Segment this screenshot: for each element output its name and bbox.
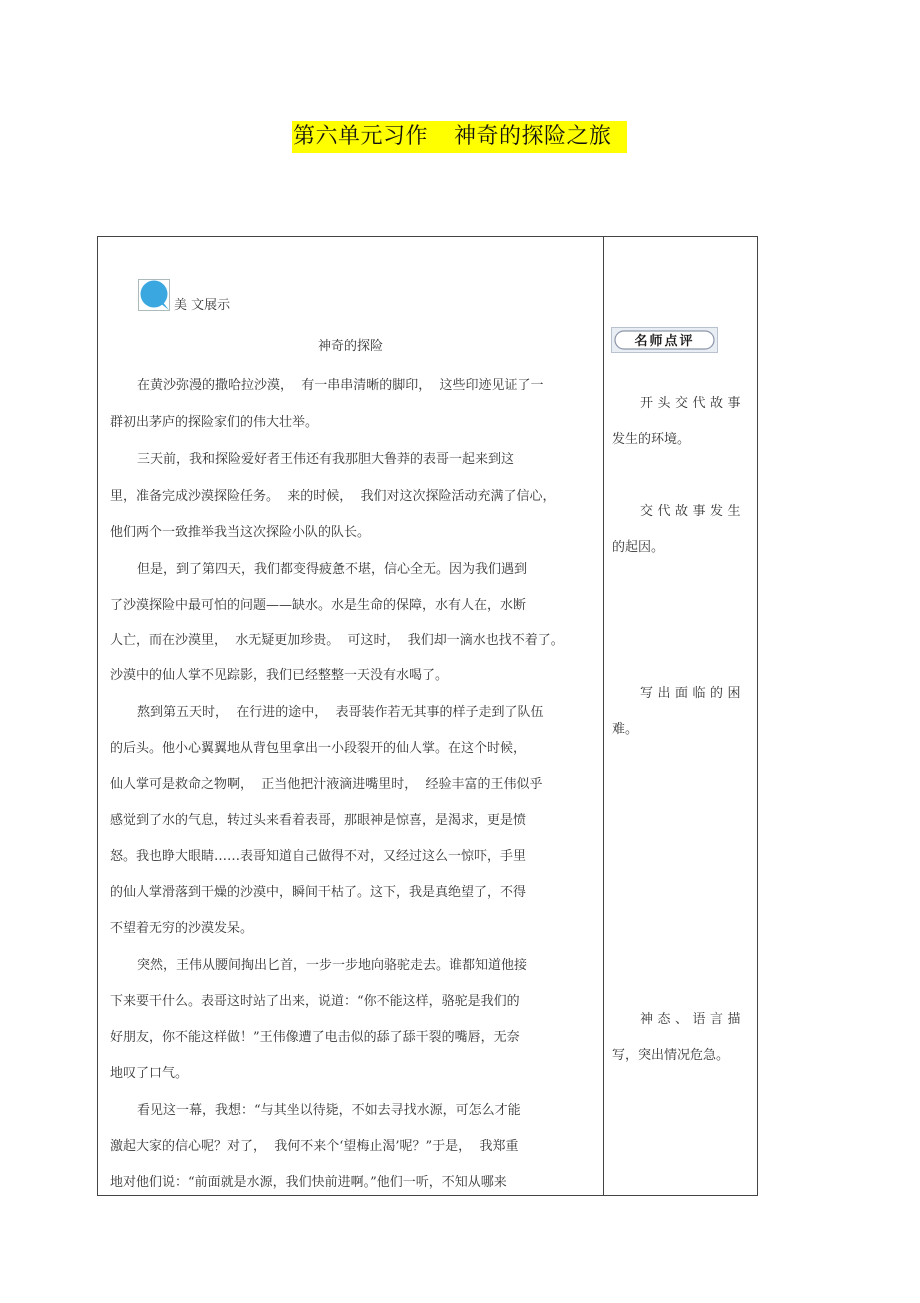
comment-line-2: 发生的环境。 bbox=[612, 432, 691, 447]
title-part-1: 第六单元习作 bbox=[293, 124, 429, 149]
teacher-comment-badge bbox=[611, 327, 718, 353]
essay-line: 仙人掌可是救命之物啊， 正当他把汁液滴进嘴里时， 经验丰富的王伟似乎 bbox=[110, 777, 543, 792]
essay-line: 地对他们说：“前面就是水源，我们快前进啊。”他们一听，不知从哪来 bbox=[110, 1175, 507, 1190]
essay-line: 地叹了口气。 bbox=[110, 1066, 189, 1081]
essay-line: 三天前，我和探险爱好者王伟还有我那胆大鲁莽的表哥一起来到这 bbox=[137, 452, 515, 467]
essay-line: 在黄沙弥漫的撒哈拉沙漠， 有一串串清晰的脚印， 这些印迹见证了一 bbox=[137, 378, 544, 393]
essay-line: 沙漠中的仙人掌不见踪影，我们已经整整一天没有水喝了。 bbox=[110, 668, 449, 683]
essay-line: 怒。我也睁大眼睛……表哥知道自己做得不对，又经过这么一惊吓，手里 bbox=[110, 849, 527, 864]
essay-line: 的仙人掌滑落到干燥的沙漠中，瞬间干枯了。这下，我是真绝望了，不得 bbox=[110, 885, 527, 900]
essay-table bbox=[97, 236, 758, 1196]
comment-line-2: 难。 bbox=[612, 722, 639, 737]
essay-line: 人亡，而在沙漠里， 水无疑更加珍贵。 可这时， 我们却一滴水也找不着了。 bbox=[110, 633, 564, 648]
comment-line-2: 写，突出情况危急。 bbox=[612, 1048, 730, 1063]
comment-line-1: 开头交代故事 bbox=[640, 396, 746, 411]
essay-line: 但是，到了第四天，我们都变得疲惫不堪，信心全无。因为我们遇到 bbox=[137, 562, 528, 577]
comment-line-1: 神态、语言描 bbox=[640, 1012, 746, 1027]
page-title bbox=[292, 121, 627, 153]
essay-line: 下来要干什么。表哥这时站了出来，说道：“你不能这样，骆驼是我们的 bbox=[110, 994, 520, 1009]
essay-line: 好朋友，你不能这样做！”王伟像遭了电击似的舔了舔干裂的嘴唇，无奈 bbox=[110, 1030, 520, 1045]
essay-line: 他们两个一致推举我当这次探险小队的队长。 bbox=[110, 525, 371, 540]
teacher-comment bbox=[612, 503, 750, 557]
essay-line: 不望着无穷的沙漠发呆。 bbox=[110, 921, 254, 936]
column-divider bbox=[603, 237, 604, 1195]
title-part-2: 神奇的探险之旅 bbox=[454, 124, 612, 149]
svg-text:名师点评: 名师点评 bbox=[634, 334, 695, 349]
section-label: 美 文展示 bbox=[174, 298, 231, 313]
essay-line: 里，准备完成沙漠探险任务。 来的时候， 我们对这次探险活动充满了信心， bbox=[110, 489, 556, 504]
essay-line: 熬到第五天时， 在行进的途中， 表哥装作若无其事的样子走到了队伍 bbox=[137, 705, 544, 720]
comment-line-1: 交代故事发生 bbox=[640, 504, 746, 519]
essay-line: 了沙漠探险中最可怕的问题——缺水。水是生命的保障，水有人在，水断 bbox=[110, 598, 527, 613]
essay-line: 的后头。他小心翼翼地从背包里拿出一小段裂开的仙人掌。在这个时候， bbox=[110, 741, 527, 756]
essay-line: 激起大家的信心呢？对了， 我何不来个‘望梅止渴’呢？”于是， 我郑重 bbox=[110, 1139, 519, 1154]
teacher-comment bbox=[612, 685, 750, 739]
comment-line-2: 的起因。 bbox=[612, 540, 665, 555]
essay-line: 看见这一幕，我想：“与其坐以待毙，不如去寻找水源，可怎么才能 bbox=[137, 1103, 521, 1118]
teacher-comment bbox=[612, 1011, 750, 1065]
essay-title: 神奇的探险 bbox=[317, 339, 383, 354]
comment-line-1: 写出面临的困 bbox=[640, 686, 746, 701]
essay-line: 群初出茅庐的探险家们的伟大壮举。 bbox=[110, 415, 319, 430]
essay-line: 感觉到了水的气息，转过头来看着表哥，那眼神是惊喜，是渴求，更是愤 bbox=[110, 813, 527, 828]
speech-bubble-icon bbox=[138, 279, 170, 311]
teacher-comment bbox=[612, 395, 750, 449]
essay-line: 突然，王伟从腰间掏出匕首，一步一步地向骆驼走去。谁都知道他接 bbox=[137, 958, 528, 973]
